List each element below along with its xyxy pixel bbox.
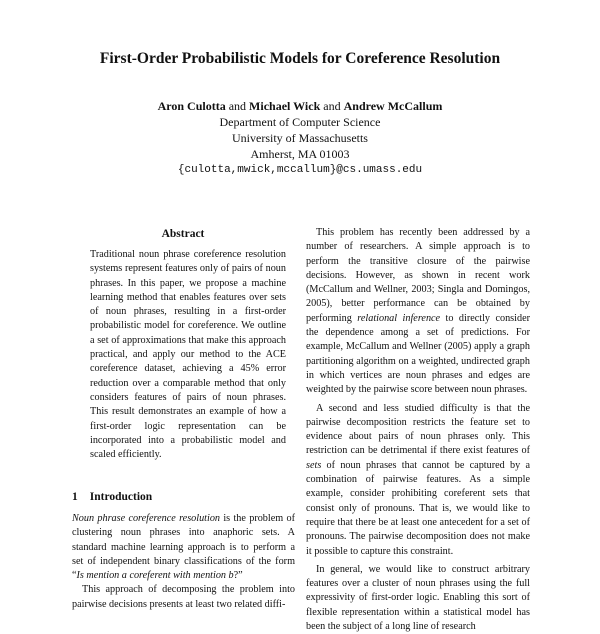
university: University of Massachusetts [232, 131, 368, 145]
paragraph-text: This problem has recently been addressed by a number of researchers. A simple approach is to perform the transitive closure of the pairwise decisions. However, as shown in recent work (McCallum and Wellner, 2003; Singla and Domingos, 2005), better performance can be obtained by performing [306, 227, 530, 324]
paragraph-text: is the problem of clustering noun phrases into anaphoric sets. A standard machine learning approach is to perform a set of independent binary classifications of the form “ [72, 513, 295, 582]
author-separator: and [323, 99, 341, 113]
section-number: 1 [72, 491, 78, 503]
introduction-body [72, 512, 295, 612]
emphasis: sets [306, 459, 322, 471]
section-title: Introduction [89, 491, 153, 503]
address: Amherst, MA 01003 [250, 147, 350, 161]
author-name: Aron Culotta [157, 99, 226, 113]
department: Department of Computer Science [219, 115, 381, 129]
author-line [0, 98, 600, 114]
email: {culotta,mwick,mccallum}@cs.umass.edu [177, 164, 423, 176]
emphasis: Noun phrase coreference resolution [72, 513, 221, 524]
emphasis: Is mention a coreferent with mention b [76, 570, 234, 582]
paragraph-text: to directly consider the dependence among a set of predictions. For example, McCallum and Wellner (2005) apply a graph partitioning algorithm on a weighted, undirected graph in which vertices are noun phrases and edges are weighted by the pairwise score between noun phrases. [306, 312, 530, 396]
right-column-body [306, 226, 530, 634]
emphasis: relational inference [357, 312, 441, 324]
section-heading-introduction [72, 491, 164, 503]
abstract-heading: Abstract [161, 228, 205, 240]
paragraph-text: A second and less studied difficulty is that the pairwise decomposition restricts the feature set to evidence about pairs of noun phrases only. This restriction can be detrimental if there exist features of [306, 402, 530, 457]
author-block [0, 98, 600, 178]
paragraph [306, 226, 530, 398]
paragraph: In general, we would like to construct arbitrary features over a cluster of noun phrases using the full expressivity of first-order logic. Enabling this sort of flexible representation within a statistical model has been the subject of a long line of research [306, 563, 530, 633]
abstract-text: Traditional noun phrase coreference resolution systems represent features only of pairs of noun phrases. In this paper, we propose a machine learning method that enables features over sets of noun phrases, resulting in a first-order probabilistic model for coreference. We outline a set of approximations that make this approach practical, and apply our method to the ACE coreference dataset, achieving a 45% error reduction over a comparable method that only considers features of pairs of noun phrases. This result demonstrates an example of how a first-order logic representation can be incorporated into a probabilistic model and scaled efficiently. [90, 249, 286, 461]
paragraph [72, 512, 295, 583]
paragraph-text: of noun phrases that cannot be captured by a combination of pairwise features. As a simple example, consider prohibiting coreferent sets that consist only of pronouns. That is, we would like to require that there be at least one antecedent for a set of pronouns. The pairwise decomposition does not make it possible to capture this constraint. [306, 459, 530, 557]
paragraph: This approach of decomposing the problem into pairwise decisions presents at least two related diffi- [72, 584, 295, 610]
author-name: Andrew McCallum [343, 99, 443, 113]
author-name: Michael Wick [249, 99, 321, 113]
author-separator: and [228, 99, 247, 113]
paragraph-text: ?” [233, 570, 243, 582]
paper-title: First-Order Probabilistic Models for Coreference Resolution [99, 50, 501, 67]
paragraph [306, 402, 530, 559]
